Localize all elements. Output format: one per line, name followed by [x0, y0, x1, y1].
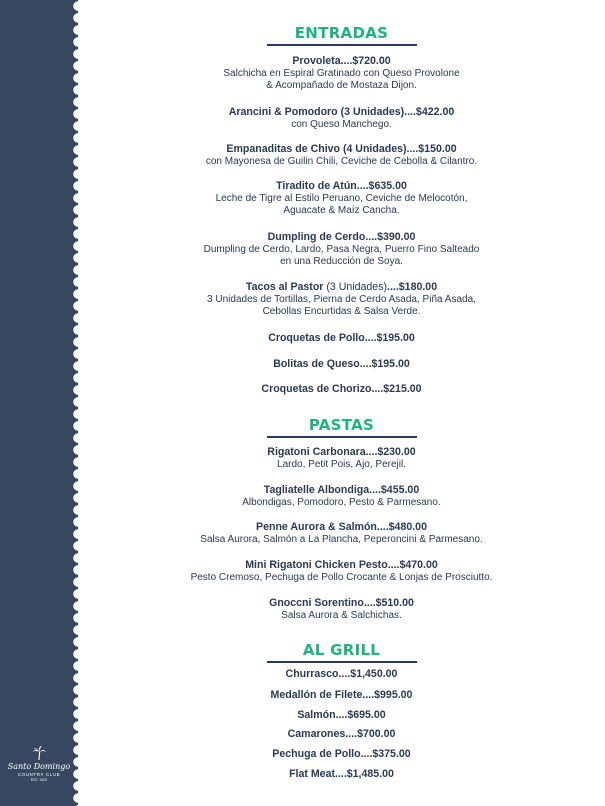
section-rule	[267, 436, 417, 438]
menu-item: Arancini & Pomodoro (3 Unidades)....$422.00 con Queso Manchego.	[228, 106, 455, 130]
menu-item: Provoleta....$720.00 Salchicha en Espiral Gratinado con Queso Provolone & Acompañado de Mostaza Dijon.	[223, 55, 460, 91]
section-title-pastas: PASTAS	[78, 416, 605, 438]
menu-item: Empanaditas de Chivo (4 Unidades)....$150.00 con Mayonesa de Guilin Chili, Ceviche de Cebolla & Cilantro.	[205, 143, 478, 167]
menu-item: Tacos al Pastor (3 Unidades)....$180.00 3 Unidades de Tortillas, Pierna de Cerdo Asada, Piña Asada, Cebollas Encurtidas & Salsa Verde.	[207, 281, 476, 317]
menu-item: Croquetas de Chorizo....$215.00	[261, 383, 422, 395]
menu-item: Salmón....$695.00	[297, 709, 386, 721]
menu-item: Tiradito de Atún....$635.00 Leche de Tigre al Estilo Peruano, Ceviche de Melocotón, Aguacate & Maíz Cancha.	[215, 180, 468, 216]
logo-club: COUNTRY CLUB	[17, 772, 61, 777]
menu-item: Tagliatelle Albondiga....$455.00 Albondigas, Pomodoro, Pesto & Parmesano.	[242, 484, 441, 508]
section-rule	[267, 661, 417, 663]
menu-item: Flat Meat....$1,485.00	[289, 768, 394, 780]
logo-script: Santo Domingo	[7, 762, 71, 771]
club-logo	[4, 745, 74, 782]
menu-content	[78, 0, 605, 806]
section-title-al-grill: AL GRILL	[78, 641, 605, 663]
logo-est: EST. 1920	[30, 778, 48, 782]
menu-item: Churrasco....$1,450.00	[285, 668, 398, 680]
menu-item: Camarones....$700.00	[287, 728, 396, 740]
menu-item: Rigatoni Carbonara....$230.00 Lardo, Petit Pois, Ajo, Perejil.	[267, 446, 416, 470]
menu-item: Medallón de Filete....$995.00	[270, 689, 413, 701]
menu-item: Pechuga de Pollo....$375.00	[272, 748, 411, 760]
palm-tree-icon	[31, 745, 47, 761]
menu-item: Mini Rigatoni Chicken Pesto....$470.00 Pesto Cremoso, Pechuga de Pollo Crocante & Lonjas de Prosciutto.	[190, 559, 493, 583]
menu-item: Gnoccni Sorentino....$510.00 Salsa Aurora & Salchichas.	[269, 597, 414, 621]
section-title-entradas: ENTRADAS	[78, 24, 605, 46]
section-rule	[267, 44, 417, 46]
menu-item: Bolitas de Queso....$195.00	[273, 358, 410, 370]
sidebar-band	[0, 0, 78, 806]
menu-item: Croquetas de Pollo....$195.00	[268, 332, 415, 344]
menu-item: Dumpling de Cerdo....$390.00 Dumpling de Cerdo, Lardo, Pasa Negra, Puerro Fino Salteado en una Reducción de Soya.	[203, 231, 480, 267]
menu-item: Penne Aurora & Salmón....$480.00 Salsa Aurora, Salmón a La Plancha, Peperoncini & Parmesano.	[200, 521, 483, 545]
